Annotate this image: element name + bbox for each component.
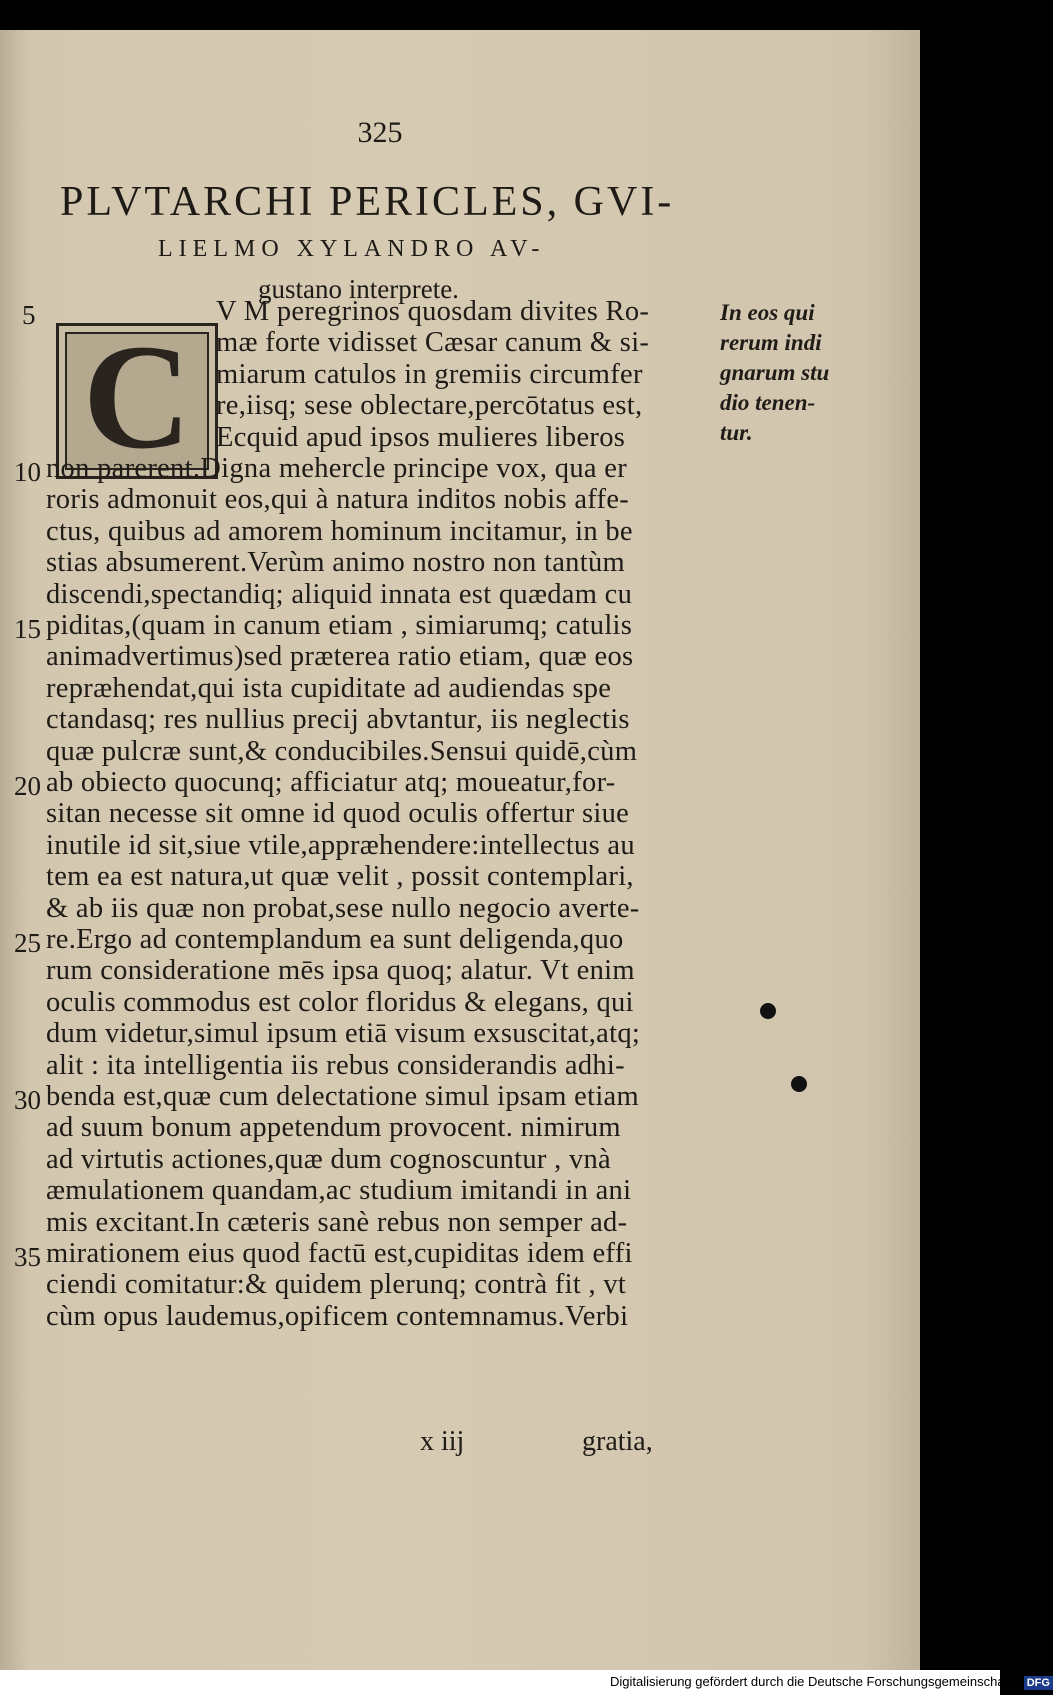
text-line: quæ pulcræ sunt,& conducibiles.Sensui quidē,cùm [46, 735, 638, 767]
line-number: 25 [14, 928, 41, 958]
line-number: 10 [14, 457, 41, 487]
page-number: 325 [357, 116, 403, 149]
title-line-3: gustano interprete. [258, 274, 459, 304]
text-line: re.Ergo ad contemplandum ea sunt deligenda,quo [46, 924, 624, 955]
margin-note-line: dio tenen- [720, 390, 816, 415]
text-line: ad virtutis actiones,quæ dum cognoscuntur , vnà [46, 1143, 612, 1175]
text-line: piditas,(quam in canum etiam , simiarumq; catulis [46, 610, 633, 641]
line-number: 35 [14, 1242, 41, 1272]
line-number: 20 [14, 771, 41, 801]
ink-dot [791, 1076, 807, 1092]
text-line: ctus, quibus ad amorem hominum incitamur, in be [46, 515, 633, 547]
text-line: animadvertimus)sed præterea ratio etiam, quæ eos [46, 641, 634, 673]
text-line: mirationem eius quod factū est,cupiditas idem effi [46, 1238, 633, 1269]
text-line: rum consideratione mēs ipsa quoq; alatur. Vt enim [46, 955, 635, 987]
margin-note-line: In eos qui [720, 300, 815, 325]
text-line: stias absumerent.Verùm animo nostro non tantùm [46, 547, 625, 579]
text-line: inutile id sit,siue vtile,appræhendere:intellectus au [46, 829, 635, 861]
text-line: ab obiecto quocunq; afficiatur atq; moueatur,for- [46, 767, 616, 798]
text-line: ad suum bonum appetendum provocent. nimirum [46, 1112, 621, 1144]
text-line: non parerent.Digna mehercle principe vox, qua er [46, 453, 627, 484]
text-line: cùm opus laudemus,opificem contemnamus.Verbi [46, 1300, 629, 1332]
text-line: oculis commodus est color floridus & elegans, qui [46, 986, 634, 1018]
text-line: mis excitant.In cæteris sanè rebus non semper ad- [46, 1206, 628, 1238]
text-line: æmulationem quandam,ac studium imitandi in ani [46, 1175, 632, 1207]
initial-letter: C [82, 314, 192, 480]
text-line: discendi,spectandiq; aliquid innata est quædam cu [46, 578, 633, 610]
text-line: tem ea est natura,ut quæ velit , possit contemplari, [46, 861, 634, 893]
book-page [0, 30, 920, 1670]
text-line: alit : ita intelligentia iis rebus considerandis adhi- [46, 1049, 625, 1081]
text-line: re,iisq; sese oblectare,percōtatus est, [216, 390, 643, 422]
dfg-logo: DFG [1024, 1676, 1053, 1690]
text-line: miarum catulos in gremiis circumfer [216, 358, 643, 390]
ink-dot [760, 1003, 776, 1019]
signature-mark: x iij [420, 1426, 465, 1457]
text-line: Ecquid apud ipsos mulieres liberos [216, 421, 626, 453]
text-line: & ab iis quæ non probat,sese nullo negocio averte- [46, 892, 640, 924]
margin-note-line: rerum indi [720, 330, 822, 355]
text-line: ciendi comitatur:& quidem plerunq; contrà fit , vt [46, 1269, 627, 1301]
text-line: benda est,quæ cum delectatione simul ipsam etiam [46, 1081, 639, 1112]
line-number: 5 [22, 300, 36, 330]
text-line: dum videtur,simul ipsum etiā visum exsuscitat,atq; [46, 1018, 641, 1050]
funding-credit [610, 1674, 1053, 1690]
margin-note-line: tur. [720, 420, 753, 445]
margin-note-line: gnarum stu [720, 360, 830, 385]
text-line: roris admonuit eos,qui à natura inditos nobis affe- [46, 484, 630, 516]
line-number: 30 [14, 1085, 41, 1115]
text-line: ctandasq; res nullius precij abvtantur, iis neglectis [46, 704, 630, 736]
line-number: 15 [14, 614, 41, 644]
text-line: repræhendat,qui ista cupiditate ad audiendas spe [46, 672, 612, 704]
text-line: V M peregrinos quosdam divites Ro- [216, 296, 650, 327]
title-line-2: LIELMO XYLANDRO AV- [158, 236, 546, 262]
title-line-1: PLVTARCHI PERICLES, GVI- [60, 179, 675, 225]
text-line: mæ forte vidisset Cæsar canum & si- [216, 327, 650, 359]
catchword: gratia, [582, 1426, 653, 1457]
credit-text: Digitalisierung gefördert durch die Deutsche Forschungsgemeinschaft - [610, 1674, 1020, 1689]
text-line: sitan necesse sit omne id quod oculis offertur siue [46, 798, 630, 830]
